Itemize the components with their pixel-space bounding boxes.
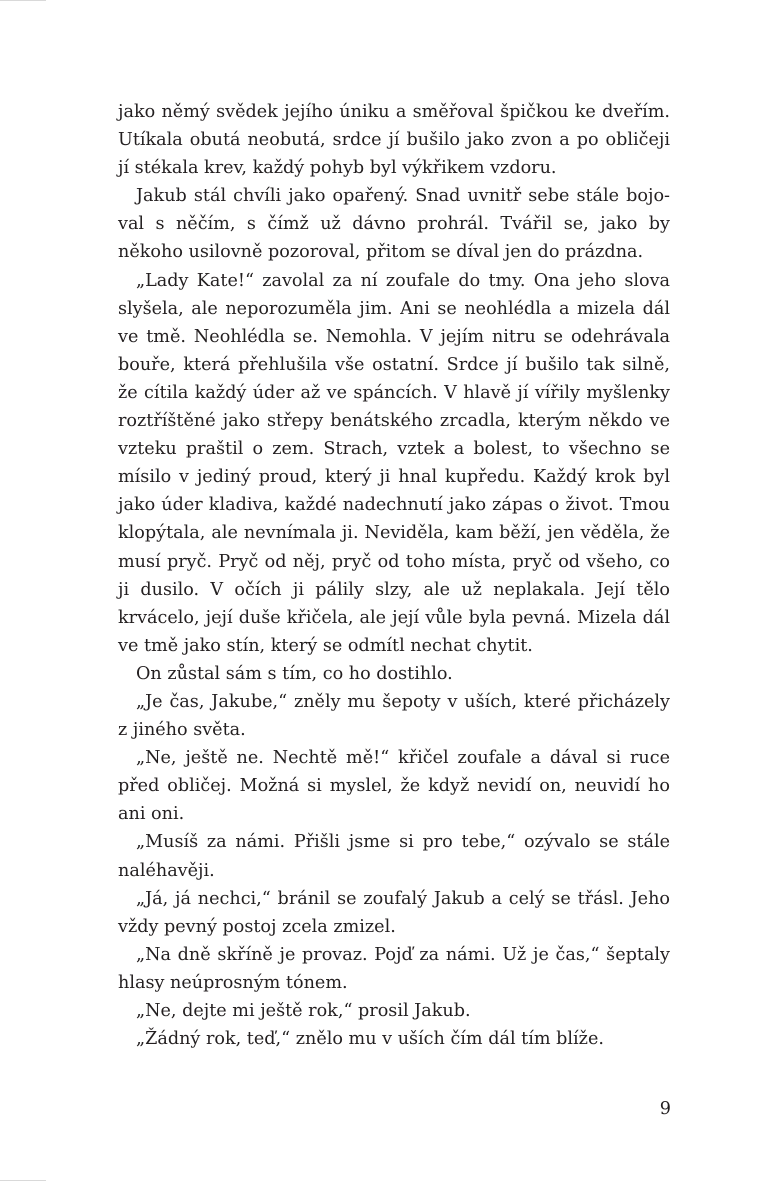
paragraph: „Je čas, Jakube,“ zněly mu šepoty v uších, které přicházely z jiného světa. — [118, 691, 670, 741]
paragraph: „Ne, ještě ne. Nechtě mě!“ křičel zoufale a dával si ruce před obličej. Možná si myslel, že když nevidí on, neuvidí ho ani oni. — [118, 748, 670, 825]
crop-mark-top — [0, 0, 46, 1]
paragraph: jako němý svědek jejího úniku a směřoval špičkou ke dveřím. Utíkala obutá neobutá, srdce jí bušilo jako zvon a po obličeji jí stékala krev, každý pohyb byl výkřikem vzdoru. — [118, 102, 670, 179]
paragraph: „Musíš za námi. Přišli jsme si pro tebe,“ ozývalo se stále naléhavěji. — [118, 832, 670, 881]
paragraph: „Na dně skříně je provaz. Pojď za námi. Už je čas,“ šeptaly hlasy neúprosným tónem. — [118, 944, 670, 993]
paragraph: „Ne, dejte mi ještě rok,“ prosil Jakub. — [136, 1001, 471, 1021]
paragraph: „Já, já nechci,“ bránil se zoufalý Jakub a celý se třásl. Jeho vždy pevný postoj zcela zmizel. — [118, 888, 670, 937]
body-text — [118, 98, 670, 1053]
page-number: 9 — [659, 1099, 671, 1119]
paragraph: „Lady Kate!“ zavolal za ní zoufale do tmy. Ona jeho slova slyšela, ale neporozuměla jim. Ani se neohlédla a mizela dál ve tmě. Neohlédla se. Nemohla. V jejím nitru se odehrávala bouře, která přehlušila vše ostatní. Srdce jí bušilo tak silně, že cítila každý úder až ve spáncích. V hlavě jí vířily myšlenky roztříštěné jako střepy benátského zrcadla, kterým někdo ve vzteku praštil o zem. Strach, vztek a bolest, to všechno se mísilo v jediný proud, který ji hnal kupředu. Každý krok byl jako úder kladiva, každé nadechnutí jako zápas o život. Tmou klopýtala, ale nevnímala ji. Neviděla, kam běží, jen věděla, že musí pryč. Pryč od něj, pryč od toho místa, pryč od všeho, co ji dusilo. V očích ji pálily slzy, ale už neplakala. Její tělo krvácelo, její duše křičela, ale její vůle byla pevná. Mizela dál ve tmě jako stín, který se odmítl nechat chytit. — [118, 270, 670, 656]
paragraph: Jakub stál chvíli jako opařený. Snad uvnitř sebe stále bojoval s něčím, s čímž už dávno prohrál. Tvářil se, jako by někoho usilovně pozoroval, přitom se díval jen do prázdna. — [118, 186, 670, 263]
paragraph: On zůstal sám s tím, co ho dostihlo. — [136, 663, 453, 684]
paragraph: „Žádný rok, teď,“ znělo mu v uších čím dál tím blíže. — [136, 1029, 604, 1050]
